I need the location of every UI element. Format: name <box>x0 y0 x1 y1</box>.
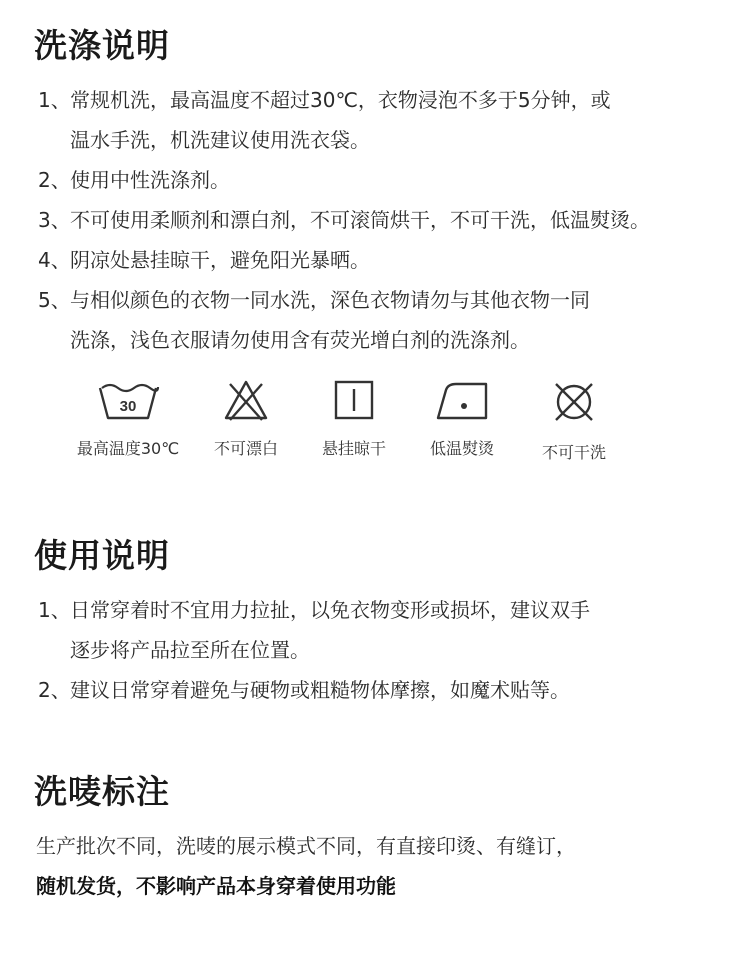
item-text-continued: 洗涤，浅色衣服请勿使用含有荧光增白剂的洗涤剂。 <box>70 328 530 352</box>
label-note-text: 生产批次不同，洗唛的展示模式不同，有直接印烫、有缝订， <box>36 834 576 858</box>
washing-item-1 <box>38 80 718 160</box>
care-symbol-hang-dry <box>304 378 404 459</box>
item-text: 与相似颜色的衣物一同水洗，深色衣物请勿与其他衣物一同 <box>70 288 590 312</box>
washing-item-2 <box>38 160 718 200</box>
item-number: 2、 <box>38 168 71 192</box>
item-number: 2、 <box>38 678 71 702</box>
item-text: 不可使用柔顺剂和漂白剂，不可滚筒烘干，不可干洗，低温熨烫。 <box>70 208 650 232</box>
wash-30-icon <box>96 378 160 422</box>
care-symbol-label: 不可干洗 <box>541 443 606 462</box>
label-note-emphasis: 随机发货，不影响产品本身穿着使用功能 <box>36 874 396 898</box>
item-number: 4、 <box>38 248 71 272</box>
usage-item-2 <box>38 670 718 710</box>
care-symbol-low-iron <box>412 378 512 459</box>
item-number: 3、 <box>38 208 71 232</box>
no-bleach-icon <box>222 378 270 422</box>
washing-section-title: 洗涤说明 <box>34 26 170 65</box>
item-text-continued: 逐步将产品拉至所在位置。 <box>70 638 310 662</box>
no-dry-clean-icon <box>550 378 598 426</box>
care-symbols-row <box>0 378 750 478</box>
hang-dry-icon <box>332 378 376 422</box>
item-number: 1、 <box>38 598 71 622</box>
item-text-continued: 温水手洗，机洗建议使用洗衣袋。 <box>70 128 370 152</box>
item-text: 使用中性洗涤剂。 <box>70 168 230 192</box>
usage-section-title: 使用说明 <box>34 536 170 575</box>
care-symbol-no-dry-clean <box>524 378 624 463</box>
washing-item-3 <box>38 200 718 240</box>
care-symbol-label: 低温熨烫 <box>429 439 494 458</box>
item-text: 日常穿着时不宜用力拉扯，以免衣物变形或损坏，建议双手 <box>70 598 590 622</box>
item-text: 阴凉处悬挂晾干，避免阳光暴晒。 <box>70 248 370 272</box>
care-symbol-no-bleach <box>196 378 296 459</box>
item-text: 常规机洗，最高温度不超过30℃，衣物浸泡不多于5分钟，或 <box>70 88 611 112</box>
label-note-section-title: 洗唛标注 <box>34 772 170 811</box>
care-symbol-wash-30 <box>58 378 198 459</box>
item-number: 5、 <box>38 288 71 312</box>
washing-item-4 <box>38 240 718 280</box>
care-symbol-label: 不可漂白 <box>213 439 278 458</box>
care-symbol-label: 最高温度30℃ <box>76 439 180 458</box>
item-text: 建议日常穿着避免与硬物或粗糙物体摩擦，如魔术贴等。 <box>70 678 570 702</box>
item-number: 1、 <box>38 88 71 112</box>
care-symbol-label: 悬挂晾干 <box>321 439 386 458</box>
low-iron-icon <box>434 378 490 422</box>
usage-item-1 <box>38 590 718 670</box>
washing-item-5 <box>38 280 718 360</box>
wash-temperature-text: 30 <box>119 398 137 415</box>
